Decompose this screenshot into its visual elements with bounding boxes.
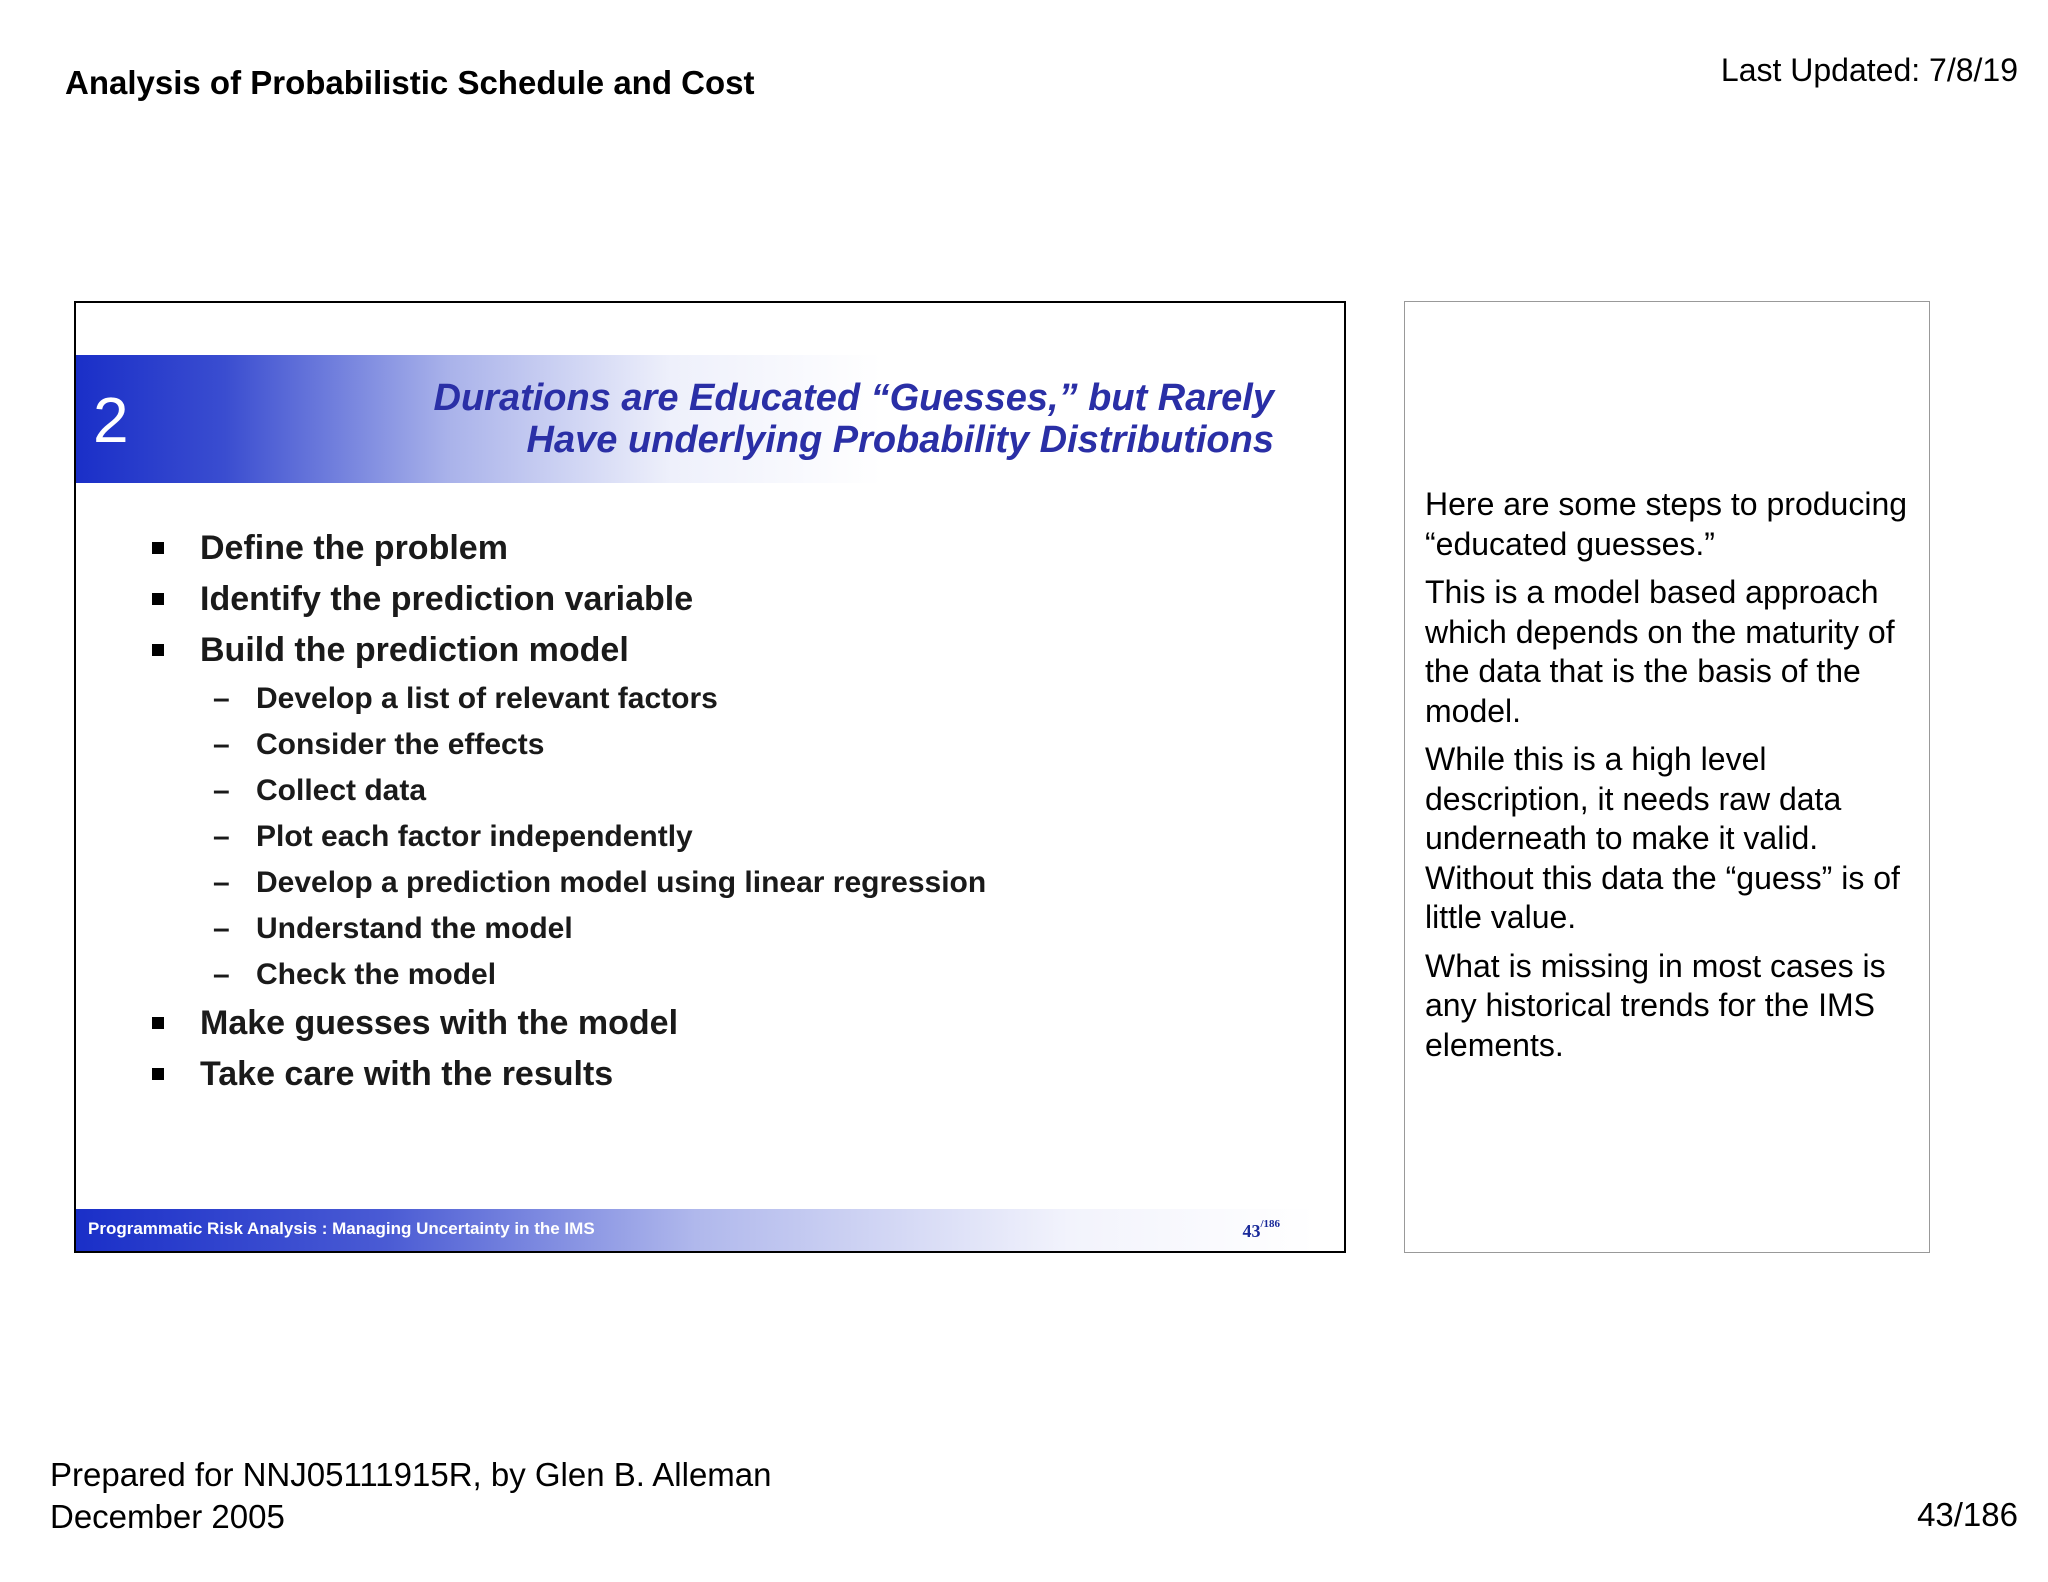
prepared-by — [50, 1454, 772, 1538]
sub-list-item: – Consider the effects — [152, 722, 1252, 768]
dash-bullet: – — [213, 820, 230, 853]
prepared-line-2: December 2005 — [50, 1498, 285, 1535]
slide-title-line-1: Durations are Educated “Guesses,” but Rarely — [433, 377, 1274, 419]
dash-bullet: – — [213, 958, 230, 991]
speaker-notes-panel — [1404, 301, 1930, 1253]
notes-paragraph: This is a model based approach which depends on the maturity of the data that is the basis of the model. — [1425, 574, 1895, 729]
square-bullet-icon — [152, 1017, 164, 1029]
dash-bullet: – — [213, 774, 230, 807]
list-item: Identify the prediction variable — [152, 574, 1252, 625]
slide-page-number: $43^{/186}$ — [1242, 1218, 1280, 1241]
sub-list-item: – Check the model — [152, 952, 1252, 998]
list-item: Make guesses with the model — [152, 998, 1252, 1049]
square-bullet-icon — [152, 593, 164, 605]
last-updated-date: Last Updated: 7/8/19 — [1720, 52, 2018, 88]
sub-list-item: – Collect data — [152, 768, 1252, 814]
sub-list-item: – Plot each factor independently — [152, 814, 1252, 860]
document-title: Analysis of Probabilistic Schedule and Cost — [65, 64, 755, 101]
notes-paragraph: While this is a high level description, it needs raw data underneath to make it valid. Without this data the “guess” is of little value. — [1425, 741, 1900, 935]
list-item: Define the problem — [152, 523, 1252, 574]
slide-bullet-list — [152, 523, 1252, 1100]
slide-footer-text: Programmatic Risk Analysis : Managing Uncertainty in the IMS — [88, 1219, 595, 1238]
dash-bullet: – — [213, 912, 230, 945]
list-item: Build the prediction model — [152, 625, 1252, 676]
slide-thumbnail — [74, 301, 1346, 1253]
dash-bullet: – — [213, 866, 230, 899]
square-bullet-icon — [152, 542, 164, 554]
slide-title-line-2: Have underlying Probability Distributions — [526, 419, 1274, 461]
sub-list-item: – Understand the model — [152, 906, 1252, 952]
slide-header-band — [76, 355, 1316, 483]
slide-title — [434, 377, 1275, 461]
sub-list-item: – Develop a prediction model using linear regression — [152, 860, 1252, 906]
notes-paragraph: Here are some steps to producing “educated guesses.” — [1425, 486, 1908, 562]
page-count: 43/186 — [1917, 1496, 2018, 1533]
notes-paragraph: What is missing in most cases is any historical trends for the IMS elements. — [1425, 947, 1886, 1063]
slide-section-number: 2 — [93, 384, 129, 456]
sub-list-item: – Develop a list of relevant factors — [152, 676, 1252, 722]
dash-bullet: – — [213, 682, 230, 715]
square-bullet-icon — [152, 644, 164, 656]
dash-bullet: – — [213, 728, 230, 761]
notes-body — [1425, 485, 1925, 1074]
square-bullet-icon — [152, 1068, 164, 1080]
prepared-line-1: Prepared for NNJ05111915R, by Glen B. Alleman — [50, 1456, 772, 1493]
list-item: Take care with the results — [152, 1049, 1252, 1100]
slide-footer-band — [76, 1209, 1316, 1251]
